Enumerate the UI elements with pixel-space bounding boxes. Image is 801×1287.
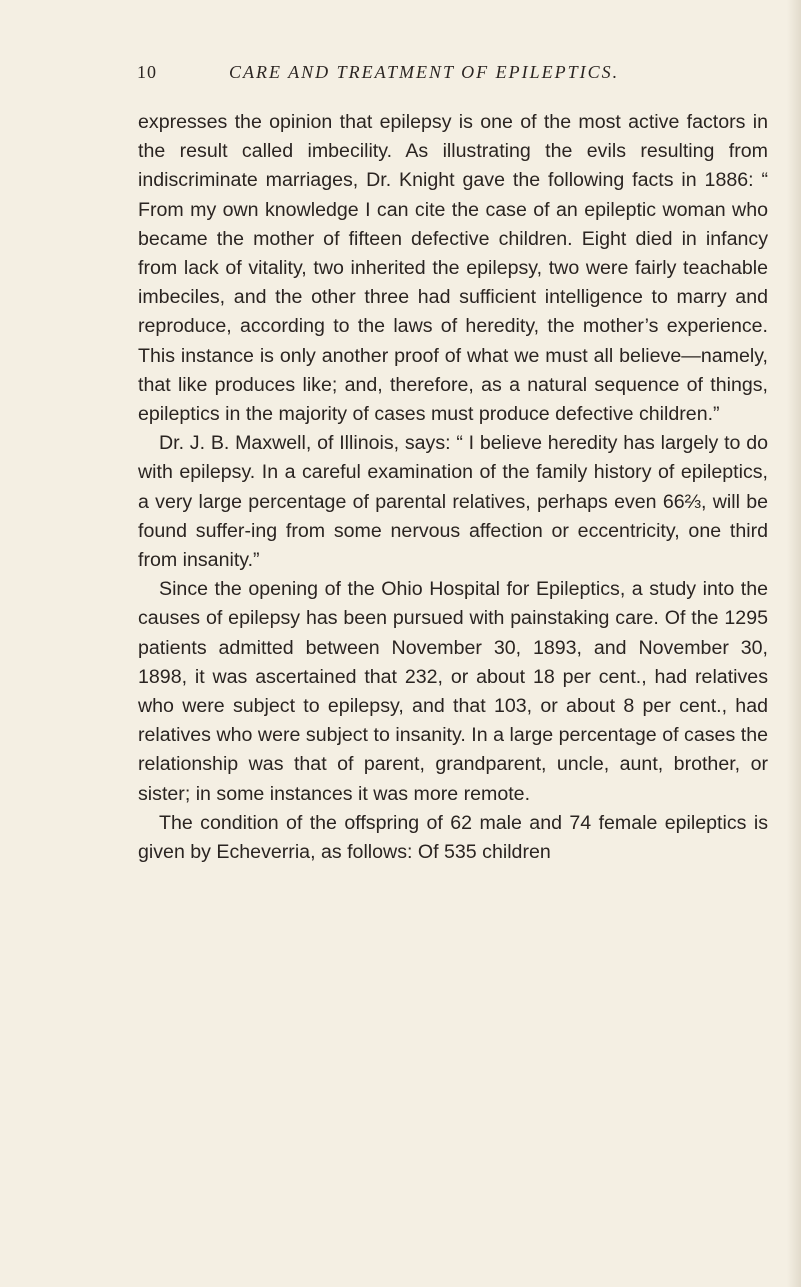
- paragraph-ohio-hospital: Since the opening of the Ohio Hospital for Epileptics, a study into the causes of epilepsy has been pursued with painstaking care. Of the 1295 patients admitted between November 30, 1893, and November 30, 1898, it was ascertained that 232, or about 18 per cent., had relatives who were subject to epilepsy, and that 103, or about 8 per cent., had relatives who were subject to insanity. In a large percentage of cases the relationship was that of parent, grandparent, uncle, aunt, brother, or sister; in some instances it was more remote.: [138, 578, 768, 805]
- paragraph-echeverria: The condition of the offspring of 62 male and 74 female epileptics is given by Echeverria, as follows: Of 535 children: [138, 811, 768, 864]
- running-head: [137, 62, 767, 90]
- running-title: CARE AND TREATMENT OF EPILEPTICS.: [229, 62, 620, 82]
- paragraph-maxwell-quote: Dr. J. B. Maxwell, of Illinois, says: “ I believe heredity has largely to do with epilepsy. In a careful examination of the family history of epileptics, a very large percentage of parental relatives, perhaps even 66⅔, will be found suffer-ing from some nervous affection or eccentricity, one third from insanity.”: [138, 432, 768, 572]
- page-number: 10: [137, 62, 157, 82]
- page-edge-shadow: [787, 0, 801, 1287]
- paragraph-continuation: expresses the opinion that epilepsy is one of the most active factors in the result called imbecility. As illustrating the evils resulting from indiscriminate marriages, Dr. Knight gave the following facts in 1886: “ From my own knowledge I can cite the case of an epileptic woman who became the mother of fifteen defective children. Eight died in infancy from lack of vitality, two inherited the epilepsy, two were fairly teachable imbeciles, and the other three had sufficient intelligence to marry and reproduce, according to the laws of heredity, the mother’s experience. This instance is only another proof of what we must all believe—namely, that like produces like; and, therefore, as a natural sequence of things, epileptics in the majority of cases must produce defective children.”: [138, 111, 768, 426]
- body-text: [138, 108, 768, 867]
